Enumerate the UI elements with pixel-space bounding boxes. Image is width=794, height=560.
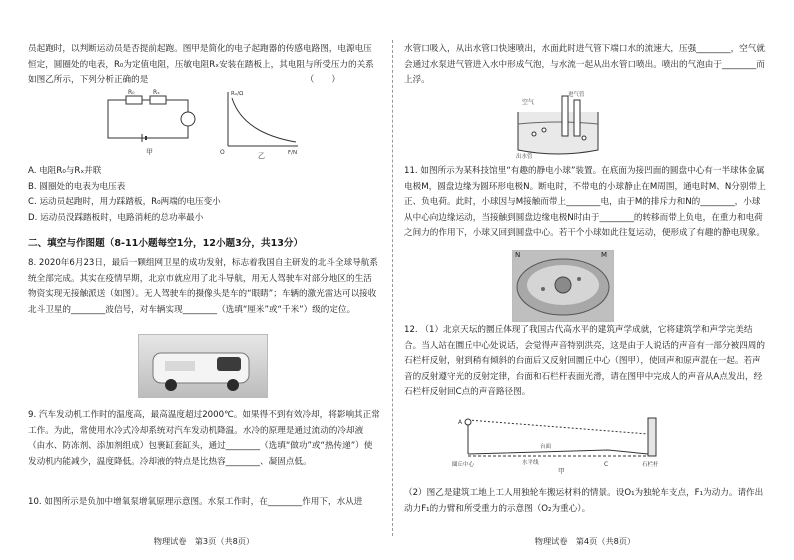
question-9 bbox=[28, 408, 380, 470]
q10-continued-text: 水管口吸入，从出水管口快速喷出，水面此时进气管下端口水的流速大，压强________，空气就会通过水泵进气管进入水中形成气泡，与水流一起从出水管口喷出。喷出的气泡由于________而上浮。 bbox=[404, 44, 765, 86]
left-page-footer: 物理试卷 第3页（共8页） bbox=[153, 536, 255, 547]
q7-options bbox=[28, 164, 380, 226]
label-horizontal: 水平线 bbox=[522, 460, 539, 466]
q7-option-d: D. 运动员没踩踏板时，电路消耗的总功率最小 bbox=[28, 212, 204, 223]
q7-option-c: C. 运动员起跑时，用力踩踏板，R₀两端的电压变小 bbox=[28, 197, 221, 208]
question-12 bbox=[404, 323, 766, 401]
q7-answer-paren: （ ） bbox=[305, 75, 340, 85]
echo-path-figure bbox=[448, 412, 682, 474]
label-r0: R₀ bbox=[128, 89, 135, 96]
resistor-rx bbox=[150, 96, 166, 104]
outlet-pipe bbox=[574, 100, 580, 136]
q10-text: 10. 如图所示是负加中增氧泵增氧原理示意图。水泵工作时，在________作用下，水从进 bbox=[28, 497, 363, 507]
q11-text: 11. 如图所示为某科技馆里“有趣的静电小球”装置。在底面为接凹面的圆盘中心有一半球体金属电极M，圆盘边缘为圆环形电极N。断电时，不带电的小球静止在M周围，通电时M、N分别带上正、负电荷。此时，小球因与M接触而带上________电，由于M的排斥力和N的________，小球从中心向边缘运动，当接触到圆盘边缘电极N时由于________的转移而带上负电，在重力和电荷之间力的作用下，小球又回到圆盘中心。若干个小球如此往复运动，便形成了有趣的静电现象。 bbox=[404, 166, 766, 239]
label-outlet: 出水管 bbox=[516, 154, 533, 160]
label-rx: Rₓ bbox=[153, 89, 160, 96]
label-center: 圜丘中心 bbox=[452, 462, 475, 468]
resistor-r0 bbox=[126, 96, 142, 104]
label-figure-jia: 甲 bbox=[558, 467, 565, 474]
meter-circle bbox=[181, 112, 195, 126]
q12-part2-text: （2）图乙是建筑工地上工人用独轮车搬运材料的情景。设O₁为独轮车支点，F₁为动力。请作出动力F₁的力臂和所受重力的示意图（O₂为重心）。 bbox=[404, 488, 764, 514]
graph-curve bbox=[232, 98, 296, 142]
q7-text: 员起跑时，以判断运动员是否提前起跑。图甲是简化的电子起跑器的传感电路图，电源电压恒定，圆圈处的电表，R₀为定值电阻，压敏电阻Rₓ安装在踏板上，其电阻与所受压力的关系如图乙所示，下列分析正确的是 bbox=[28, 44, 374, 86]
question-12-part-2 bbox=[404, 486, 766, 517]
q7-figure bbox=[98, 88, 308, 160]
label-air: 空气 bbox=[522, 99, 535, 106]
graph-x-label: F/N bbox=[288, 150, 298, 156]
label-point-c: C bbox=[604, 461, 609, 468]
label-point-a: A bbox=[458, 419, 463, 426]
label-railing: 石栏杆 bbox=[642, 462, 659, 468]
table-surface bbox=[468, 450, 648, 454]
q8-text: 8. 2020年6月23日，最后一颗组网卫星的成功发射，标志着我国自主研发的北斗全球导航系统全部完成。其实在疫情早期，北京市就应用了北斗导航，用无人驾驶车对部分地区的生活物资实现无接触派送（如图）。无人驾驶车的摄像头是车的“眼睛”；车辆的激光雷达可以接收北斗卫星的________波信号，对车辆实现________（选填“厘米”或“千米”）级的定位。 bbox=[28, 258, 378, 315]
label-electrode-n: N bbox=[515, 251, 521, 259]
car-illustration bbox=[139, 335, 267, 397]
label-yi: 乙 bbox=[258, 152, 265, 160]
static-ball-device-photo bbox=[512, 250, 614, 322]
inlet-pipe bbox=[562, 96, 568, 136]
person-head bbox=[465, 419, 471, 425]
graph-y-label: Rₓ/Ω bbox=[231, 91, 244, 97]
right-page bbox=[404, 0, 766, 560]
stone-railing bbox=[648, 418, 656, 456]
graph-origin: O bbox=[220, 149, 225, 156]
q7-option-a: A. 电阻R₀与Rₓ并联 bbox=[28, 166, 102, 176]
section-2-title: 二、填空与作图题（8-11小题每空1分，12小题3分，共13分） bbox=[28, 238, 304, 249]
question-11 bbox=[404, 164, 766, 242]
page-divider bbox=[392, 40, 393, 536]
oxygen-pump-figure bbox=[510, 90, 606, 160]
left-page bbox=[28, 0, 380, 560]
label-jia: 甲 bbox=[146, 148, 153, 156]
autonomous-delivery-car-photo bbox=[138, 334, 268, 398]
graph-rx-vs-f bbox=[228, 92, 298, 146]
label-inlet: 进气管 bbox=[568, 92, 585, 98]
question-10-start bbox=[28, 495, 380, 511]
right-page-footer: 物理试卷 第4页（共8页） bbox=[534, 536, 636, 547]
q9-text: 9. 汽车发动机工作时的温度高，最高温度超过2000℃。如果得不到有效冷却，将影响其正常工作。为此，常使用水冷式冷却系统对汽车发动机降温。水冷的原理是通过流动的冷却液（由水、防冻剂、添加剂组成）包裹缸套缸头，通过________（选填“做功”或“热传递”）使发动机内能减少，温度降低。冷却液的特点是比热容________、凝固点低。 bbox=[28, 410, 380, 467]
q7-option-b: B. 圆圈处的电表为电压表 bbox=[28, 181, 126, 192]
q12-text: 12. （1）北京天坛的圜丘体现了我国古代高水平的建筑声学成就，它将建筑学和声学完美结合。当人站在圜丘中心处说话，会觉得声音特别洪亮，这是由于人说话的声音有一部分被四周的石栏杆反射，射到稍有倾斜的台面后又反射回圜丘中心（图甲），使回声和原声混在一起。若声音的反射遵守光的反射定律，台面和石栏杆表面光滑，请在图甲中完成人的声音从A点发出，经石栏杆反射回C点的声音路径图。 bbox=[404, 325, 765, 398]
question-8 bbox=[28, 256, 380, 318]
label-table: 台面 bbox=[540, 444, 552, 450]
circuit-diagram bbox=[108, 96, 195, 142]
question-10-continued bbox=[404, 42, 766, 89]
dish-illustration bbox=[513, 251, 613, 321]
label-electrode-m: M bbox=[600, 251, 607, 259]
question-7-stem bbox=[28, 42, 380, 89]
